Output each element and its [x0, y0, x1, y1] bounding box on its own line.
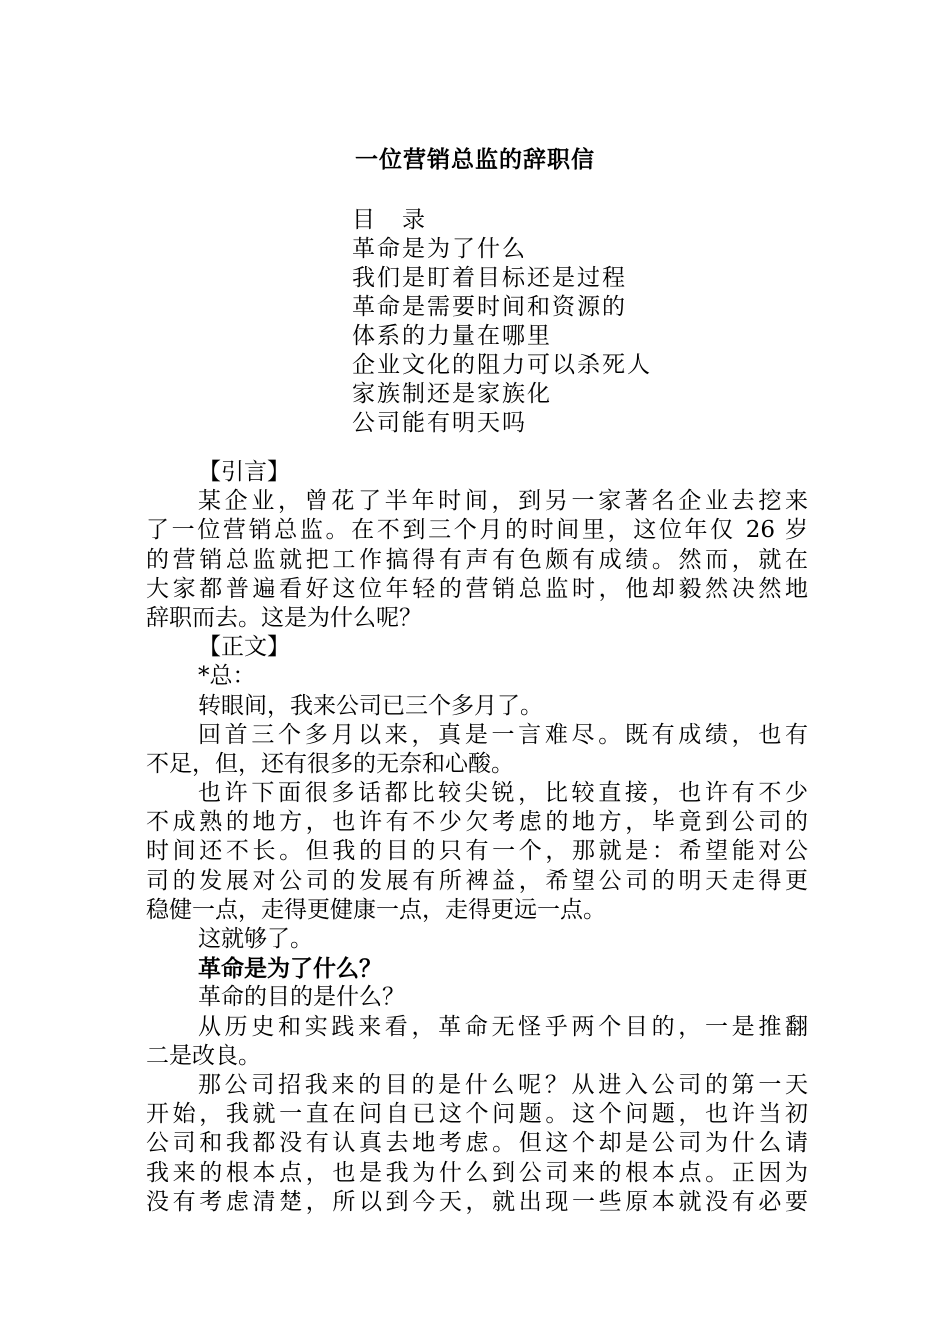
paragraph-line: 不成熟的地方，也许有不少欠考虑的地方，毕竟到公司的 [146, 809, 808, 836]
paragraph-line: 也许下面很多话都比较尖锐，比较直接，也许有不少 [198, 780, 808, 807]
toc-item: 家族制还是家族化 [352, 381, 552, 407]
paragraph-line: 没有考虑清楚，所以到今天，就出现一些原本就没有必要 [146, 1188, 808, 1215]
paragraph-line: 大家都普遍看好这位年轻的营销总监时，他却毅然决然地 [146, 575, 808, 602]
toc-item: 革命是为了什么 [352, 236, 527, 262]
body-text [146, 458, 808, 1217]
paragraph-line: 了一位营销总监。在不到三个月的时间里，这位年仅 26 岁 [146, 517, 808, 544]
table-of-contents [352, 206, 772, 438]
paragraph-line: 这就够了。 [198, 926, 313, 952]
paragraph-line: 回首三个多月以来，真是一言难尽。既有成绩，也有 [198, 721, 808, 748]
paragraph-line: 不足，但，还有很多的无奈和心酸。 [146, 750, 514, 777]
paragraph-line: 开始，我就一直在问自已这个问题。这个问题，也许当初 [146, 1101, 808, 1128]
document-title: 一位营销总监的辞职信 [355, 146, 595, 173]
salutation: *总： [198, 663, 256, 690]
paragraph-line: 稳健一点，走得更健康一点，走得更远一点。 [146, 896, 606, 923]
paragraph-line: 从历史和实践来看，革命无怪乎两个目的，一是推翻 [198, 1013, 808, 1040]
paragraph-line: 的营销总监就把工作搞得有声有色颇有成绩。然而，就在 [146, 546, 808, 573]
toc-item: 企业文化的阻力可以杀死人 [352, 352, 652, 378]
paragraph-line: 革命的目的是什么？ [198, 984, 405, 1011]
section-heading: 革命是为了什么？ [198, 955, 382, 983]
paragraph-line: 公司和我都没有认真去地考虑。但这个却是公司为什么请 [146, 1130, 808, 1157]
toc-item: 体系的力量在哪里 [352, 323, 552, 349]
paragraph-line: 转眼间，我来公司已三个多月了。 [198, 692, 543, 719]
paragraph-line: 我来的根本点，也是我为什么到公司来的根本点。正因为 [146, 1159, 808, 1186]
paragraph-line: 司的发展对公司的发展有所裨益，希望公司的明天走得更 [146, 867, 808, 894]
paragraph-line: 二是改良。 [146, 1042, 261, 1069]
section-label-main: 【正文】 [198, 634, 290, 661]
paragraph-line: 时间还不长。但我的目的只有一个，那就是：希望能对公 [146, 838, 808, 865]
toc-item: 公司能有明天吗 [352, 410, 527, 436]
toc-heading: 目 录 [352, 207, 427, 233]
paragraph-line: 那公司招我来的目的是什么呢？从进入公司的第一天 [198, 1071, 808, 1098]
toc-item: 我们是盯着目标还是过程 [352, 265, 627, 291]
section-label-intro: 【引言】 [198, 459, 290, 485]
paragraph-line: 某企业，曾花了半年时间，到另一家著名企业去挖来 [198, 488, 808, 515]
paragraph-line: 辞职而去。这是为什么呢？ [146, 604, 422, 631]
toc-item: 革命是需要时间和资源的 [352, 294, 627, 320]
